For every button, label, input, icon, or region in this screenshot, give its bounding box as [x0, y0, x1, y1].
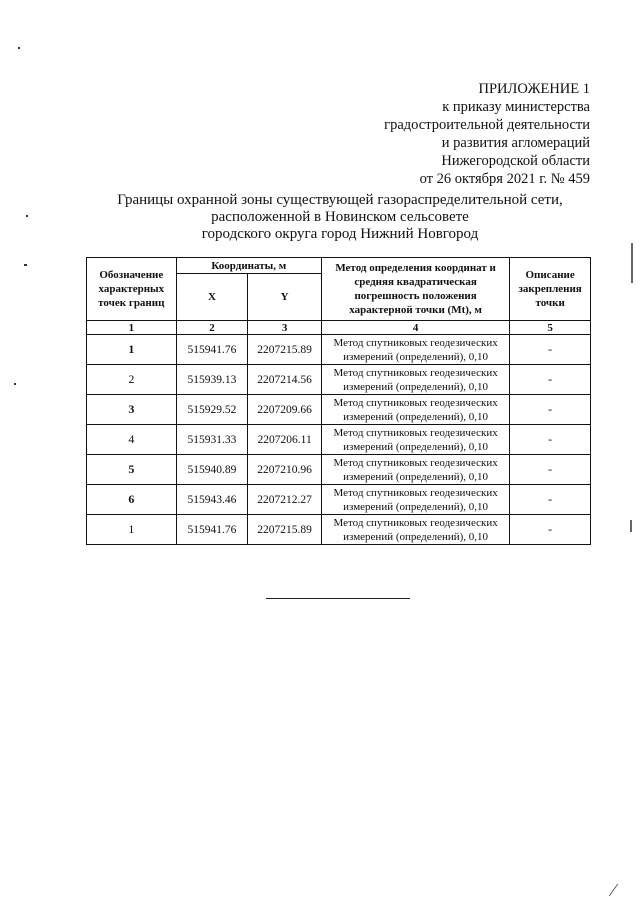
- document-title: [90, 192, 590, 243]
- method-line: измерений (определений), 0,10: [343, 350, 489, 363]
- method-cell: [321, 425, 509, 455]
- method-line: Метод спутниковых геодезических: [333, 486, 498, 499]
- x-cell: 515931.33: [176, 425, 248, 455]
- method-cell: [321, 455, 509, 485]
- coordinates-table: [86, 257, 591, 545]
- y-cell: 2207212.27: [248, 485, 322, 515]
- point-cell: 1: [87, 335, 177, 365]
- table-row: [87, 365, 591, 395]
- method-line: измерений (определений), 0,10: [343, 530, 489, 543]
- header-y: Y: [248, 274, 322, 321]
- scan-speck: [26, 215, 28, 217]
- x-cell: 515943.46: [176, 485, 248, 515]
- method-line: измерений (определений), 0,10: [343, 470, 489, 483]
- method-line: Метод спутниковых геодезических: [333, 456, 498, 469]
- table-row: [87, 485, 591, 515]
- description-cell: -: [510, 455, 591, 485]
- table-row: [87, 395, 591, 425]
- appendix-line: градостроительной деятельности: [384, 117, 590, 133]
- column-number: 4: [321, 321, 509, 335]
- method-line: Метод спутниковых геодезических: [333, 426, 498, 439]
- appendix-title: ПРИЛОЖЕНИЕ 1: [478, 81, 590, 97]
- x-cell: 515941.76: [176, 515, 248, 545]
- method-cell: [321, 365, 509, 395]
- scan-edge-mark: [631, 243, 633, 283]
- x-cell: 515939.13: [176, 365, 248, 395]
- column-number: 5: [510, 321, 591, 335]
- method-line: Метод спутниковых геодезических: [333, 336, 498, 349]
- document-title-line: расположенной в Новинском сельсовете: [211, 209, 469, 225]
- table-row: [87, 515, 591, 545]
- method-line: измерений (определений), 0,10: [343, 410, 489, 423]
- document-title-line: Границы охранной зоны существующей газораспределительной сети,: [117, 192, 563, 208]
- appendix-line: к приказу министерства: [442, 99, 590, 115]
- point-cell: 6: [87, 485, 177, 515]
- scan-speck: [18, 47, 20, 49]
- y-cell: 2207206.11: [248, 425, 322, 455]
- header-method: Метод определения координат и средняя квадратическая погрешность положения характерной точки (Mt), м: [321, 258, 509, 321]
- point-cell: 4: [87, 425, 177, 455]
- appendix-line: и развития агломераций: [441, 135, 590, 151]
- method-line: Метод спутниковых геодезических: [333, 396, 498, 409]
- appendix-header: [290, 80, 590, 188]
- description-cell: -: [510, 395, 591, 425]
- table-row: [87, 425, 591, 455]
- appendix-line: Нижегородской области: [441, 153, 590, 169]
- x-cell: 515929.52: [176, 395, 248, 425]
- y-cell: 2207215.89: [248, 515, 322, 545]
- method-line: измерений (определений), 0,10: [343, 440, 489, 453]
- appendix-line: от 26 октября 2021 г. № 459: [419, 171, 590, 187]
- y-cell: 2207215.89: [248, 335, 322, 365]
- method-cell: [321, 395, 509, 425]
- description-cell: -: [510, 335, 591, 365]
- scan-edge-mark: [630, 520, 632, 532]
- y-cell: 2207210.96: [248, 455, 322, 485]
- method-line: Метод спутниковых геодезических: [333, 516, 498, 529]
- point-cell: 3: [87, 395, 177, 425]
- method-cell: [321, 485, 509, 515]
- point-cell: 2: [87, 365, 177, 395]
- method-cell: [321, 335, 509, 365]
- method-line: Метод спутниковых геодезических: [333, 366, 498, 379]
- method-cell: [321, 515, 509, 545]
- header-description: Описание закрепления точки: [510, 258, 591, 321]
- document-title-line: городского округа город Нижний Новгород: [201, 226, 479, 242]
- scan-speck: [14, 383, 16, 385]
- header-coordinates: Координаты, м: [176, 258, 321, 274]
- header-x: X: [176, 274, 248, 321]
- closing-rule: [266, 598, 410, 599]
- column-number: 2: [176, 321, 248, 335]
- table-row: [87, 335, 591, 365]
- method-line: измерений (определений), 0,10: [343, 380, 489, 393]
- description-cell: -: [510, 425, 591, 455]
- table-row: [87, 455, 591, 485]
- x-cell: 515940.89: [176, 455, 248, 485]
- scan-speck: [24, 264, 27, 266]
- method-line: измерений (определений), 0,10: [343, 500, 489, 513]
- y-cell: 2207214.56: [248, 365, 322, 395]
- header-point: Обозначение характерных точек границ: [87, 258, 177, 321]
- column-number: 3: [248, 321, 322, 335]
- handwritten-mark: ⁄: [612, 880, 616, 900]
- description-cell: -: [510, 365, 591, 395]
- point-cell: 5: [87, 455, 177, 485]
- x-cell: 515941.76: [176, 335, 248, 365]
- column-number: 1: [87, 321, 177, 335]
- y-cell: 2207209.66: [248, 395, 322, 425]
- description-cell: -: [510, 515, 591, 545]
- description-cell: -: [510, 485, 591, 515]
- point-cell: 1: [87, 515, 177, 545]
